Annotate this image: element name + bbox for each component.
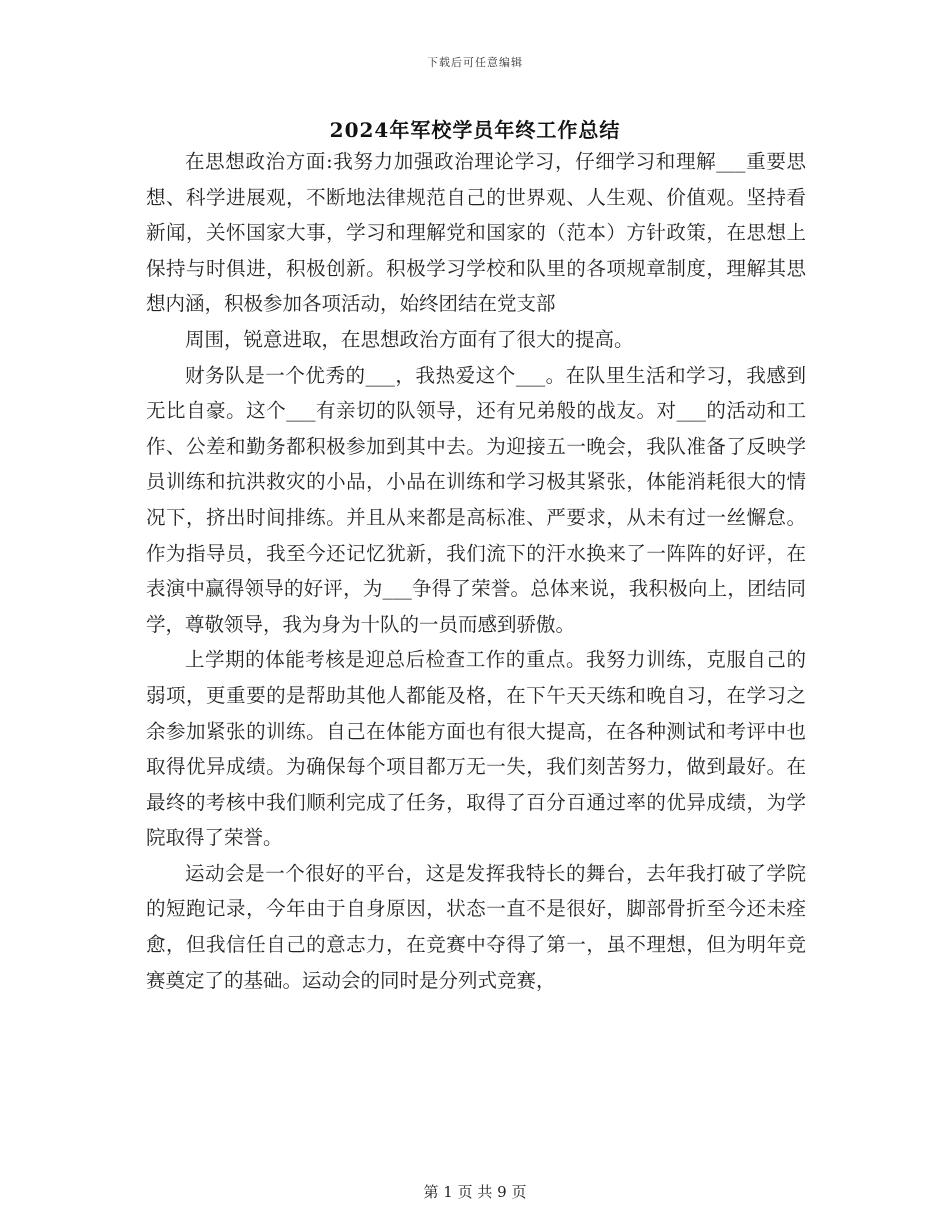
paragraph-politics-continued: 周围，锐意进取，在思想政治方面有了很大的提高。 (185, 327, 634, 351)
paragraph-sports: 运动会是一个很好的平台，这是发挥我特长的舞台，去年我打破了学院的短跑记录，今年由于自身原因，状态一直不是很好，脚部骨折至今还未痊愈，但我信任自己的意志力，在竞赛中夺得了第一，虽不理想，但为明年竞赛奠定了的基础。运动会的同时是分列式竞赛， (146, 861, 806, 992)
paragraph-politics: 在思想政治方面:我努力加强政治理论学习，仔细学习和理解___重要思想、科学进展观，不断地法律规范自己的世界观、人生观、价值观。坚持看新闻，关怀国家大事，学习和理解党和国家的（范本）方针政策，在思想上保持与时俱进，积极创新。积极学习学校和队里的各项规章制度，理解其思想内涵，积极参加各项活动，始终团结在党支部 (146, 150, 806, 316)
paragraph-fitness: 上学期的体能考核是迎总后检查工作的重点。我努力训练，克服自己的弱项，更重要的是帮助其他人都能及格，在下午天天练和晚自习，在学习之余参加紧张的训练。自己在体能方面也有很大提高，在各种测试和考评中也取得优异成绩。为确保每个项目都万无一失，我们刻苦努力，做到最好。在最终的考核中我们顺利完成了任务，取得了百分百通过率的优异成绩，为学院取得了荣誉。 (146, 648, 806, 850)
paragraph-team: 财务队是一个优秀的___，我热爱这个___。在队里生活和学习，我感到无比自豪。这个___有亲切的队领导，还有兄弟般的战友。对___的活动和工作、公差和勤务都积极参加到其中去。为迎接五一晚会，我队准备了反映学员训练和抗洪救灾的小品，小品在训练和学习极其紧张，体能消耗很大的情况下，挤出时间排练。并且从来都是高标准、严要求，从未有过一丝懈怠。作为指导员，我至今还记忆犹新，我们流下的汗水换来了一阵阵的好评，在表演中赢得领导的好评，为___争得了荣誉。总体来说，我积极向上，团结同学，尊敬领导，我为身为十队的一员而感到骄傲。 (146, 363, 806, 636)
document-body (146, 144, 806, 998)
header-note: 下载后可任意编辑 (427, 56, 523, 69)
document-title: 2024年军校学员年终工作总结 (329, 118, 621, 142)
page-number: 第 1 页 共 9 页 (423, 1183, 527, 1201)
